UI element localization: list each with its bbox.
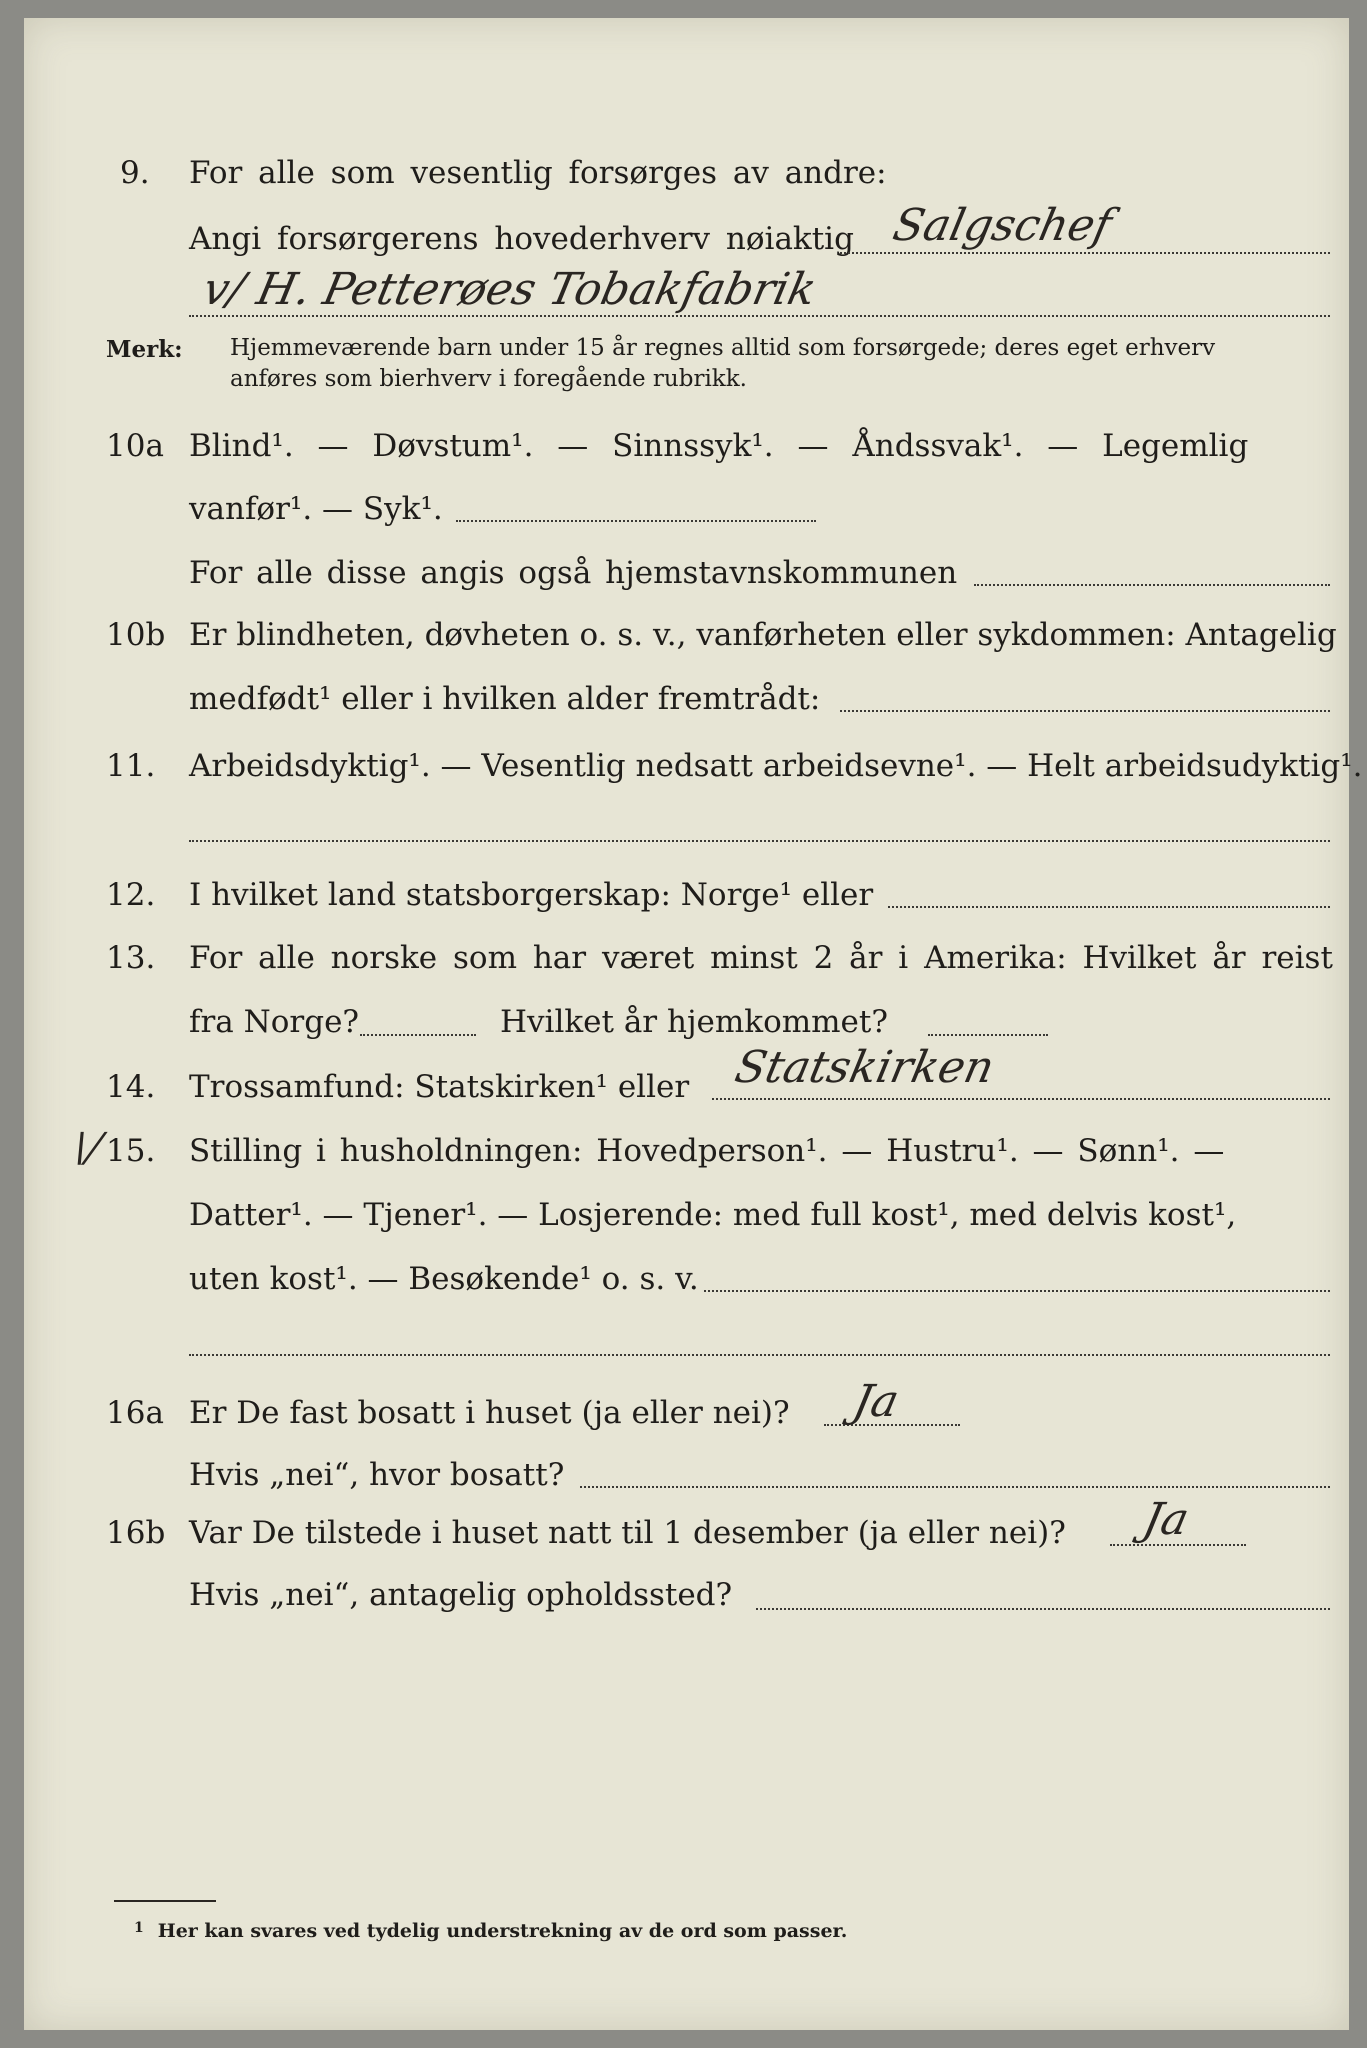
question-text: Er De fast bosatt i huset (ja eller nei)? [189, 1395, 790, 1431]
item-number: 13. [106, 940, 156, 976]
item-number: 15. [106, 1133, 156, 1169]
answer-line [712, 1098, 1330, 1100]
answer-line [189, 315, 1330, 317]
answer-line [360, 1034, 476, 1036]
item-number: 16a [106, 1395, 164, 1431]
question-text: I hvilket land statsborgerskap: Norge¹ eller [189, 877, 874, 913]
check-mark: \/ [69, 1125, 106, 1171]
question-text: vanfør¹. — Syk¹. [189, 491, 443, 527]
item-number: 11. [106, 748, 156, 784]
answer-line [888, 906, 1330, 908]
question-text: Angi forsørgerens hovederhverv nøiaktig [189, 221, 854, 257]
question-text: uten kost¹. — Besøkende¹ o. s. v. [189, 1261, 699, 1297]
item-number: 10b [106, 617, 166, 653]
question-text: For alle disse angis også hjemstavnskommunen [189, 555, 958, 591]
handwritten-answer: v/ H. Petterøes Tobakfabrik [198, 264, 821, 315]
answer-line [189, 1354, 1330, 1356]
question-text: Trossamfund: Statskirken¹ eller [189, 1069, 690, 1105]
question-text: Hvis „nei“, antagelig opholdssted? [189, 1577, 733, 1613]
handwritten-answer: Ja [848, 1376, 904, 1427]
item-number: 9. [120, 155, 150, 191]
census-form-page [24, 18, 1363, 2030]
answer-line [756, 1608, 1330, 1610]
question-text: fra Norge? [189, 1004, 360, 1040]
question-text: Er blindheten, døvheten o. s. v., vanførheten eller sykdommen: Antagelig [189, 617, 1337, 653]
item-number: 14. [106, 1069, 156, 1105]
handwritten-answer: Statskirken [730, 1042, 999, 1093]
handwritten-answer: Ja [1138, 1494, 1194, 1545]
answer-line [974, 584, 1330, 586]
answer-line [840, 252, 1330, 254]
item-number: 12. [106, 877, 156, 913]
note-label: Merk: [106, 336, 183, 363]
question-text: Hvilket år hjemkommet? [500, 1004, 888, 1040]
question-text: Hvis „nei“, hvor bosatt? [189, 1457, 565, 1493]
answer-line [189, 840, 1330, 842]
item-number: 10a [106, 428, 164, 464]
question-text: Datter¹. — Tjener¹. — Losjerende: med full kost¹, med delvis kost¹, [189, 1197, 1237, 1233]
footnote [134, 1920, 847, 1942]
answer-line [580, 1486, 1330, 1488]
question-text: For alle som vesentlig forsørges av andre: [189, 155, 887, 191]
footnote-text: Her kan svares ved tydelig understrekning av de ord som passer. [157, 1920, 848, 1942]
handwritten-answer: Salgschef [888, 200, 1117, 251]
note-text [230, 333, 1215, 395]
answer-line [704, 1290, 1330, 1292]
note-line: Hjemmeværende barn under 15 år regnes alltid som forsørgede; deres eget erhverv [230, 335, 1216, 361]
answer-line [456, 520, 816, 522]
question-text: Stilling i husholdningen: Hovedperson¹. — Hustru¹. — Sønn¹. — [189, 1133, 1225, 1169]
item-number: 16b [106, 1515, 166, 1551]
note-line: anføres som bierhverv i foregående rubrikk. [230, 366, 747, 393]
answer-line [840, 710, 1330, 712]
question-text: Arbeidsdyktig¹. — Vesentlig nedsatt arbeidsevne¹. — Helt arbeidsudyktig¹. [189, 748, 1363, 784]
question-text: Blind¹. — Døvstum¹. — Sinnssyk¹. — Åndssvak¹. — Legemlig [189, 428, 1249, 464]
question-text: For alle norske som har været minst 2 år i Amerika: Hvilket år reist [189, 940, 1333, 976]
question-text: Var De tilstede i huset natt til 1 desember (ja eller nei)? [189, 1515, 1066, 1551]
question-text: medfødt¹ eller i hvilken alder fremtrådt: [189, 681, 821, 717]
footnote-rule [114, 1900, 216, 1902]
footnote-marker: 1 [134, 1920, 144, 1936]
answer-line [928, 1034, 1048, 1036]
